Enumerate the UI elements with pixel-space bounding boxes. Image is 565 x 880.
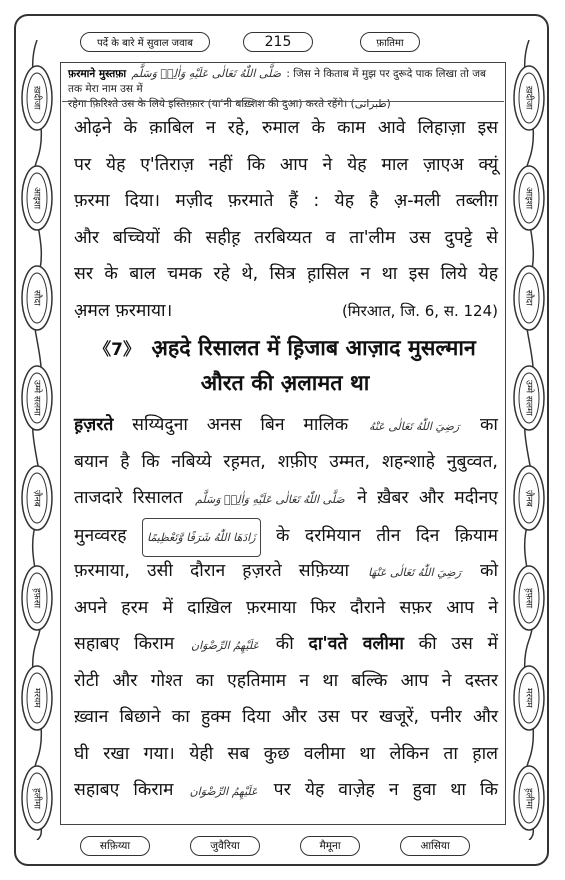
left-ornament-label: ह़लीमा [31,787,42,809]
text-line: रोटी और गोश्त का एहतिमाम न था बल्कि आप ने दस्तर [74,670,498,691]
notice-divider [62,101,504,102]
text-fragment: फ़रमाया, उसी दौरान ह़ज़रते सफ़िय्या [74,561,350,581]
right-ornament-8 [510,760,548,836]
right-ornament-label: आइशा [523,186,534,210]
text-line: और बच्चियों की सहीह़ तरबिय्यत व ता'लीम उस दुपट्टे से [74,227,498,248]
text-fragment: पर येह वाज़ेह न हुवा था कि [273,780,498,800]
text-fragment: ताजदारे रिसालत [74,488,183,508]
left-ornament-8 [18,760,56,836]
text-fragment: का [479,415,498,435]
footer-label-1: सफ़िय्या [80,836,150,856]
text-line: ओढ़ने के क़ाबिल न रहे, रुमाल के काम आवे लिहाज़ा इस [74,118,498,138]
right-ornament-1 [510,60,548,136]
right-ornament-2 [510,160,548,236]
left-ornament-3 [18,260,56,336]
text-fragment: ने ख़ैबर और मदीनए [357,488,498,508]
left-ornament-label: ह़फ़सा [31,587,42,609]
footer-label-3: मैमूना [300,836,360,856]
left-ornament-label: सौदा [31,290,42,306]
left-ornament-label: मरयम [31,688,42,708]
notice-label: फ़रमाने मुस्तफ़ा [68,68,127,80]
notice-text-b: रहेगा फ़िरिश्ते उस के लिये इस्तिग़्फ़ार (या'नी बख़्शिश की दुआ) करते रहेंगे। (طبرانی) [68,98,391,110]
text-fragment: को [480,561,498,581]
heading-line-2: औरत की अ़लामत था [200,371,370,396]
left-ornament-4 [18,360,56,436]
arabic-honorific: رَضِيَ اللّٰهُ تَعَالٰى عَنْهُ [368,420,460,433]
text-fragment: सहाबए किराम [74,780,174,800]
text-line: फ़रमा दिया। मज़ीद फ़रमाते हैं : येह है अ़-मली तब्लीग़ [74,191,498,211]
left-ornament-label: उम्मे सलमा [31,380,42,416]
heading-line-1: अ़हदे रिसालत में ह़िजाब आज़ाद मुसल्मान [151,336,476,361]
text-line [74,627,498,664]
text-fragment: के दरमियान तीन दिन क़ियाम [276,525,498,546]
text-line: ख़्वान बिछाने का हुक्म दिया और उस पर खजूरें, पनीर और [74,707,498,727]
text-fragment: ह़ज़रते [74,415,114,435]
text-fragment: मुनव्वरह [74,525,127,546]
text-line [74,518,498,555]
text-line [74,408,498,445]
emphasis-text: दा'वते वलीमा [308,634,404,654]
left-ornament-7 [18,660,56,736]
left-ornament-label: ख़दीजा [31,86,42,110]
left-ornament-5 [18,460,56,536]
section-heading [70,332,500,401]
arabic-salutation: صَلَّى اللّٰهُ تَعَالٰى عَلَيْهِ وَاٰلِهٖ وَسَلَّم [195,493,345,506]
arabic-honorific: رَضِيَ اللّٰهُ تَعَالٰى عَنْهَا [368,566,461,579]
text-fragment: की [275,634,294,654]
right-ornament-label: ह़लीमा [523,787,534,809]
right-ornament-label: सौदा [523,290,534,306]
right-ornament-label: ज़ैनब [523,489,534,507]
footer-label-4: आसिया [400,836,470,856]
right-ornament-label: उम्मे सलमा [523,380,534,416]
arabic-honorific: عَلَيْهِمُ الرِّضْوَان [190,639,260,652]
text-line [74,773,498,810]
page-footer [60,830,506,870]
running-title: पर्दे के बारे में सुवाल जवाब [80,32,210,52]
left-ornament-6 [18,560,56,636]
salutation-arabic: صَلَّى اللّٰهُ تَعَالٰى عَلَيْهِ وَاٰلِهٖ وَسَلَّم [131,67,282,80]
reference-citation: (मिरआत, जि. 6, स. 124) [341,301,498,320]
page-header [60,28,506,60]
left-ornament-1 [18,60,56,136]
arabic-dua: زَادَهَا اللّٰهُ شَرَفًا وَّتَعْظِيمًا [142,518,261,557]
text-line [74,554,498,591]
right-ornament-7 [510,660,548,736]
page-number: 215 [243,32,313,52]
footer-label-2: जुवैरिया [190,836,260,856]
right-ornament-label: ख़दीजा [523,86,534,110]
arabic-honorific: عَلَيْهِمُ الرِّضْوَان [189,785,258,798]
right-ornament-label: ह़फ़सा [523,587,534,609]
paragraph-2 [74,408,498,810]
text-fragment: सय्यिदुना अनस बिन मालिक [132,415,349,435]
right-ornament-label: मरयम [523,688,534,708]
right-ornament-6 [510,560,548,636]
text-line: सर के बाल चमक रहे थे, सित्र ह़ासिल न था इस लिये येह [74,264,498,284]
left-ornament-label: आइशा [31,186,42,210]
left-ornament-label: ज़ैनब [31,489,42,507]
left-ornament-2 [18,160,56,236]
text-line: पर येह ए'तिराज़ नहीं कि आप ने येह माल ज़ाएअ क्यूं [74,154,498,175]
hadith-notice [62,64,504,110]
chapter-title: फ़ातिमा [360,32,420,52]
text-line: घी रखा गया। येही सब कुछ वलीमा था लेकिन ता ह़ाल [74,743,498,764]
text-fragment: सहाबए किराम [74,634,175,654]
right-ornament-4 [510,360,548,436]
text-line: अपने हरम में दाख़िल फ़रमाया फिर दौराने सफ़र आप ने [74,597,498,618]
paragraph-1 [74,110,498,329]
text-fragment: अ़मल फ़रमाया। [74,300,173,321]
text-line [74,293,498,330]
right-ornament-5 [510,460,548,536]
section-number: 《7》 [94,340,140,360]
text-line: बयान है कि नबिय्ये रह़मत, शफ़ीए उम्मत, शहन्शाहे नुबुव्वत, [74,451,498,472]
text-fragment: की उस में [418,634,498,654]
right-ornament-3 [510,260,548,336]
notice-text-a: : जिस ने किताब में मुझ पर दुरूदे पाक लिखा तो जब तक मेरा नाम उस में [68,68,487,95]
text-line [74,481,498,518]
